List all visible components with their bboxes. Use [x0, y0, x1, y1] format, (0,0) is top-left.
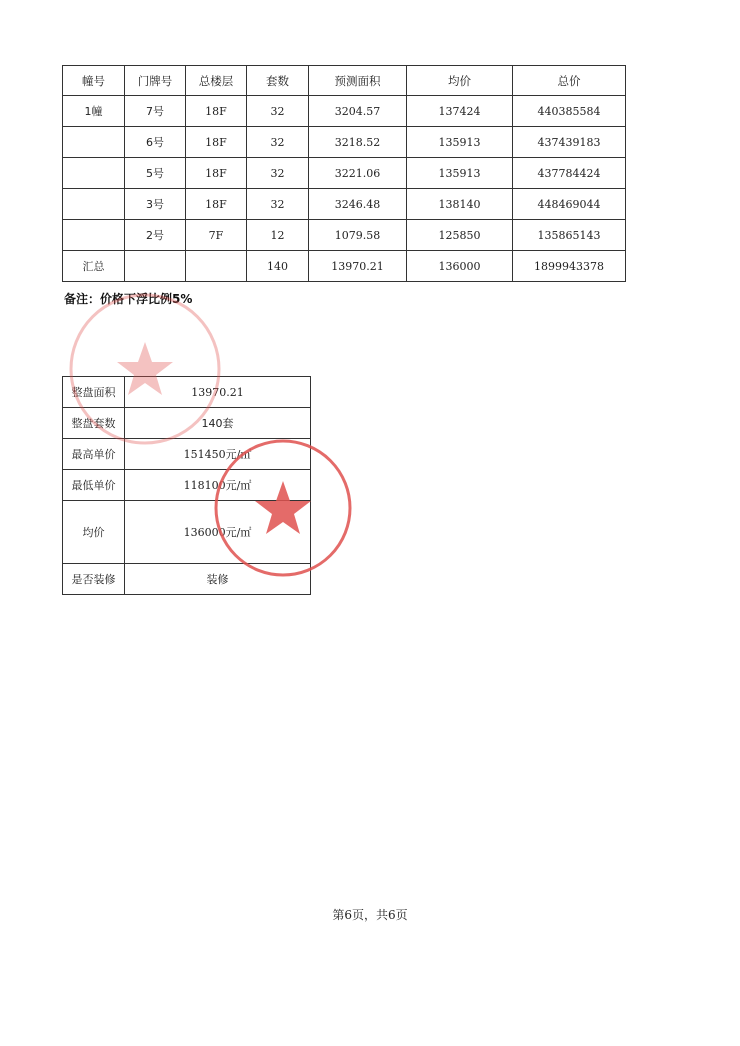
cell-building	[63, 189, 125, 220]
cell-total-price: 440385584	[513, 96, 626, 127]
cell-avg-price: 137424	[407, 96, 513, 127]
col-header-building: 幢号	[63, 66, 125, 96]
summary-value: 装修	[125, 564, 311, 595]
cell-building	[63, 158, 125, 189]
cell-avg-price: 138140	[407, 189, 513, 220]
cell-units: 12	[247, 220, 309, 251]
page-footer: 第6页，共6页	[332, 908, 408, 922]
summary-value: 140套	[125, 408, 311, 439]
summary-label: 均价	[63, 501, 125, 564]
summary-row	[63, 408, 311, 439]
table-header-row	[63, 66, 626, 96]
cell-total-avg-price: 136000	[407, 251, 513, 282]
summary-row	[63, 439, 311, 470]
cell-units: 32	[247, 127, 309, 158]
summary-row	[63, 377, 311, 408]
summary-label: 是否装修	[63, 564, 125, 595]
cell-building: 1幢	[63, 96, 125, 127]
table-row	[63, 158, 626, 189]
remark-note: 备注：价格下浮比例5%	[64, 292, 193, 306]
cell-avg-price: 125850	[407, 220, 513, 251]
cell-total-price: 437439183	[513, 127, 626, 158]
cell-building	[63, 127, 125, 158]
col-header-floors: 总楼层	[186, 66, 247, 96]
summary-label: 最高单价	[63, 439, 125, 470]
cell-area: 3221.06	[309, 158, 407, 189]
cell-units: 32	[247, 158, 309, 189]
cell-floors: 18F	[186, 158, 247, 189]
summary-value: 13970.21	[125, 377, 311, 408]
cell-floors: 18F	[186, 189, 247, 220]
cell-area: 1079.58	[309, 220, 407, 251]
table-row	[63, 220, 626, 251]
summary-label: 最低单价	[63, 470, 125, 501]
col-header-total-price: 总价	[513, 66, 626, 96]
cell-avg-price: 135913	[407, 127, 513, 158]
cell-units: 32	[247, 189, 309, 220]
summary-row	[63, 470, 311, 501]
col-header-avg-price: 均价	[407, 66, 513, 96]
cell-door-number: 2号	[125, 220, 186, 251]
cell-door-number: 3号	[125, 189, 186, 220]
col-header-door-number: 门牌号	[125, 66, 186, 96]
cell-area: 3218.52	[309, 127, 407, 158]
summary-label: 整盘套数	[63, 408, 125, 439]
table-row	[63, 96, 626, 127]
table-total-row	[63, 251, 626, 282]
cell-building	[63, 220, 125, 251]
cell-total-units: 140	[247, 251, 309, 282]
summary-row	[63, 501, 311, 564]
cell-area: 3246.48	[309, 189, 407, 220]
summary-row	[63, 564, 311, 595]
cell-units: 32	[247, 96, 309, 127]
price-table	[62, 65, 626, 282]
cell-total-price: 448469044	[513, 189, 626, 220]
table-row	[63, 189, 626, 220]
cell-avg-price: 135913	[407, 158, 513, 189]
summary-value: 118100元/㎡	[125, 470, 311, 501]
cell-total-empty	[186, 251, 247, 282]
cell-total-label: 汇总	[63, 251, 125, 282]
summary-table	[62, 376, 311, 595]
summary-label: 整盘面积	[63, 377, 125, 408]
cell-floors: 18F	[186, 96, 247, 127]
cell-total-price: 1899943378	[513, 251, 626, 282]
cell-floors: 18F	[186, 127, 247, 158]
summary-value: 136000元/㎡	[125, 501, 311, 564]
table-row	[63, 127, 626, 158]
cell-door-number: 6号	[125, 127, 186, 158]
cell-total-price: 437784424	[513, 158, 626, 189]
cell-floors: 7F	[186, 220, 247, 251]
col-header-area: 预测面积	[309, 66, 407, 96]
cell-area: 3204.57	[309, 96, 407, 127]
cell-total-area: 13970.21	[309, 251, 407, 282]
cell-door-number: 7号	[125, 96, 186, 127]
col-header-units: 套数	[247, 66, 309, 96]
summary-value: 151450元/㎡	[125, 439, 311, 470]
cell-total-empty	[125, 251, 186, 282]
cell-door-number: 5号	[125, 158, 186, 189]
cell-total-price: 135865143	[513, 220, 626, 251]
